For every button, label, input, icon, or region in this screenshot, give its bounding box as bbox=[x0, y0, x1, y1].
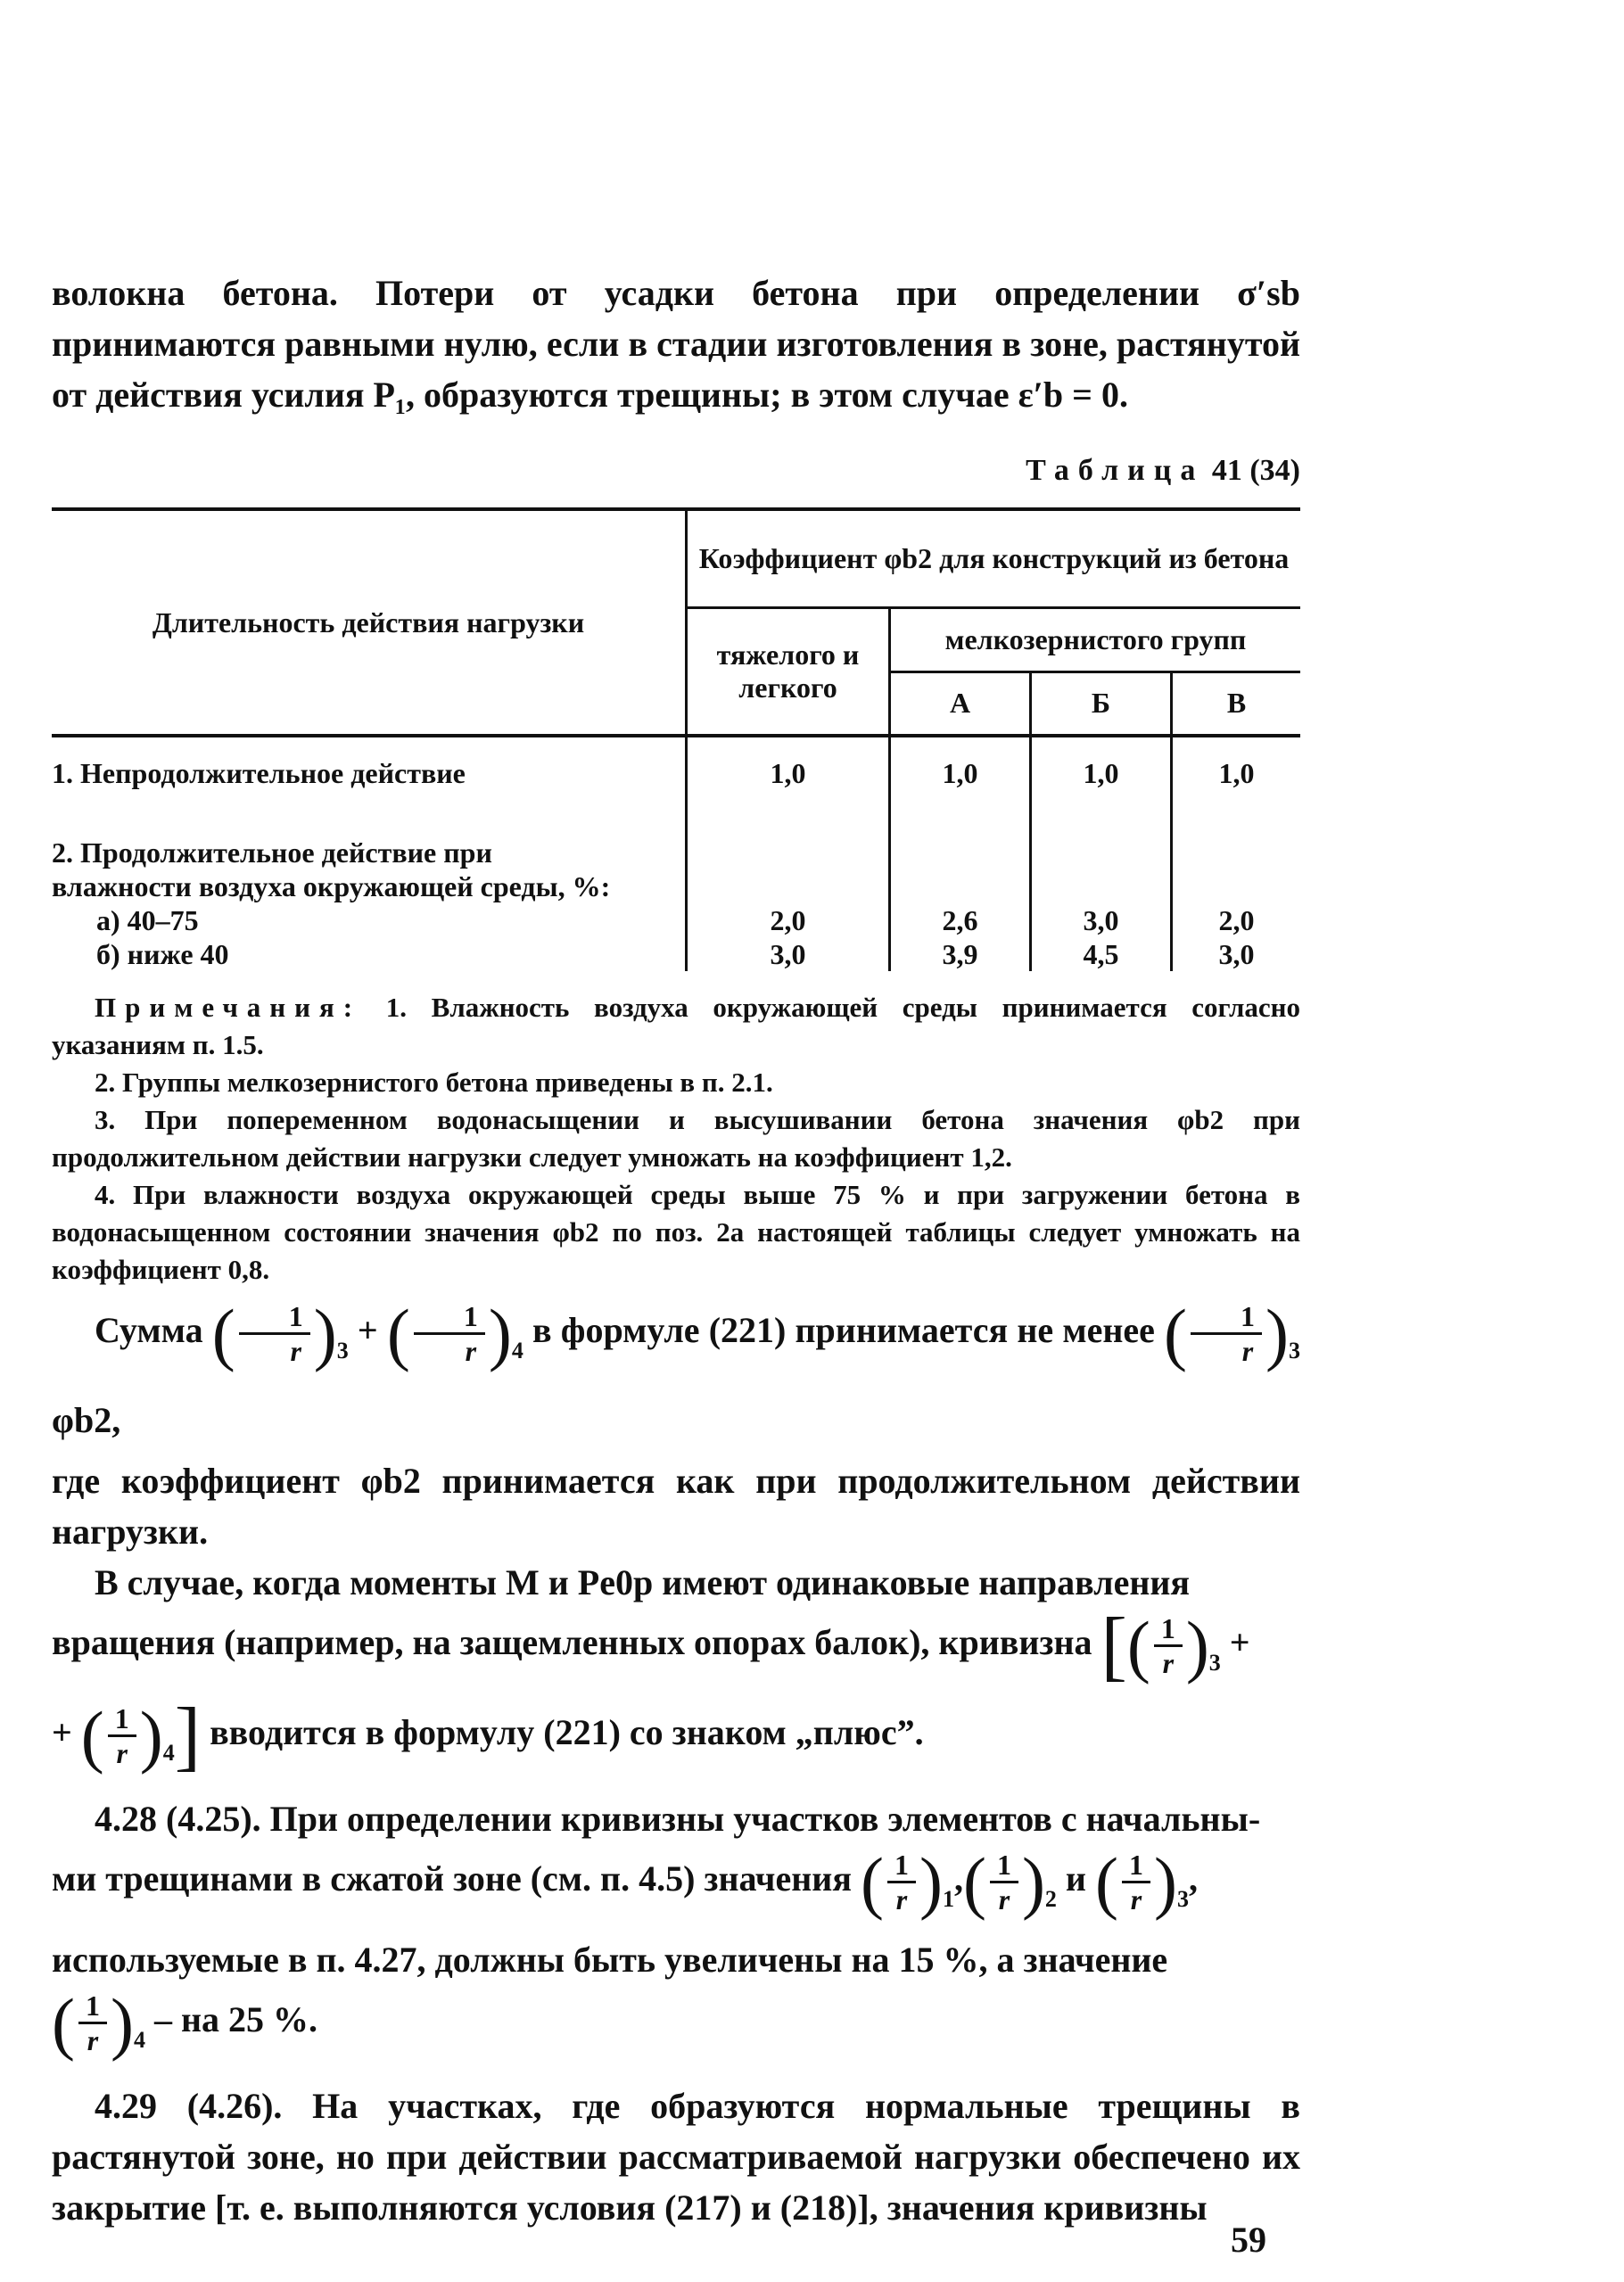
table-cell: 1,0 bbox=[687, 736, 890, 809]
fraction-num: 1 bbox=[108, 1702, 136, 1737]
table-cell bbox=[1172, 809, 1301, 971]
table-cell bbox=[687, 809, 890, 971]
table-header-group-c: В bbox=[1172, 671, 1301, 736]
fraction-1-over-r bbox=[887, 1849, 916, 1915]
section-4-29-paragraph: 4.29 (4.26). На участках, где образуются нормальные трещины в растянутой зоне, но при действии рассматриваемой нагрузки обеспечено их закрытие [т. е. выполняются условия (217) и (218)], значения кривизны bbox=[52, 2086, 1300, 2228]
fraction-num: 1 bbox=[990, 1849, 1018, 1883]
table-cell-value: 3,0 bbox=[1083, 904, 1119, 936]
fraction-den: r bbox=[1162, 1647, 1175, 1680]
table-cell bbox=[1031, 809, 1172, 971]
page-content bbox=[52, 268, 1300, 2233]
note-2: 2. Группы мелкозернистого бетона приведены в п. 2.1. bbox=[95, 1067, 773, 1098]
intro-paragraph: волокна бетона. Потери от усадки бетона при определении σ′sb принимаются равными нулю, если в стадии изготовления в зоне, растянутой от действия усилия P₁, образуются трещины; в этом случае ε′b = 0. bbox=[52, 273, 1300, 415]
fraction-num: 1 bbox=[887, 1849, 916, 1883]
section-4-28-text: ми трещинами в сжатой зоне (см. п. 4.5) значения bbox=[52, 1858, 852, 1899]
fraction-den: r bbox=[1130, 1883, 1142, 1916]
fraction-den: r bbox=[1241, 1335, 1254, 1368]
section-4-28-line-3: используемые в п. 4.27, должны быть увеличены на 15 %, а значение bbox=[52, 1940, 1168, 1980]
table-cell-value: 2,0 bbox=[770, 904, 806, 936]
table-row-2b-label: б) ниже 40 bbox=[96, 938, 229, 970]
paragraph-moments-line-2: вращения (например, на защемленных опорах балок), кривизна [( $\frac{1}{r}$ )$_3$ + bbox=[52, 1602, 1250, 1689]
fraction-1-over-r bbox=[108, 1702, 136, 1769]
fraction-1-over-r bbox=[1154, 1612, 1183, 1679]
table-row-1-label: 1. Непродолжительное действие bbox=[52, 736, 687, 809]
table-row-2-title: 2. Продолжительное действие при влажности воздуха окружающей среды, %: bbox=[52, 836, 611, 902]
note-1: 1. Влажность воздуха окружающей среды принимается согласно указаниям п. 1.5. bbox=[52, 992, 1301, 1060]
fraction-1-over-r bbox=[414, 1300, 485, 1367]
notes-heading: Примечания: bbox=[95, 992, 362, 1023]
moments-end-text: вводится в формулу (221) со знаком „плюс”. bbox=[210, 1712, 924, 1752]
table-notes bbox=[52, 989, 1300, 1289]
section-4-28-line-2: ми трещинами в сжатой зоне (см. п. 4.5) значения ( $\frac{1}{r}$ )$_1$,( $\frac{1}{r}$ )$_2$ и ( $\frac{1}{r}$ )$_3$, bbox=[52, 1842, 1198, 1921]
fraction-den: r bbox=[895, 1883, 908, 1916]
paragraph-moments-line-1: В случае, когда моменты M и Pe0p имеют одинаковые направления bbox=[95, 1562, 1191, 1602]
sum-formula-line: Сумма ( $\frac{1}{r}$ )$_3$ + ( $\frac{1}{r}$ )$_4$ в формуле (221) принимается не менее ( $\frac{1}{r}$ )$_3$ φb2, bbox=[52, 1294, 1301, 1440]
table-cell: 1,0 bbox=[1218, 756, 1255, 789]
note-4: 4. При влажности воздуха окружающей среды выше 75 % и при загружении бетона в водонасыщенном состоянии значения φb2 по поз. 2а настоящей таблицы следует умножать на коэффициент 0,8. bbox=[52, 1179, 1300, 1285]
table-header-group-a: А bbox=[890, 671, 1031, 736]
fraction-num: 1 bbox=[78, 1990, 107, 2024]
sum-middle-text: в формуле (221) принимается не менее bbox=[532, 1310, 1155, 1350]
section-4-28-line-1: 4.28 (4.25). При определении кривизны участков элементов с начальны- bbox=[95, 1799, 1261, 1839]
table-cell-value: 3,0 bbox=[1218, 938, 1255, 970]
fraction-den: r bbox=[116, 1737, 128, 1770]
table-cell-value: 4,5 bbox=[1083, 938, 1119, 970]
table-cell bbox=[890, 809, 1031, 971]
page-number: 59 bbox=[1231, 2220, 1266, 2260]
table-header-group-b: Б bbox=[1031, 671, 1172, 736]
fraction-den: r bbox=[290, 1335, 301, 1368]
paragraph-moments-line-3: + ( $\frac{1}{r}$ )$_4$] вводится в формулу (221) со знаком „плюс”. bbox=[52, 1692, 924, 1779]
table-header-coefficient: Коэффициент φb2 для конструкций из бетона bbox=[687, 509, 1301, 607]
section-4-28-end-text: – на 25 %. bbox=[153, 1999, 318, 2039]
fraction-num: 1 bbox=[414, 1300, 485, 1335]
moments-text: вращения (например, на защемленных опорах балок), кривизна bbox=[52, 1622, 1092, 1662]
table-caption-number: 41 (34) bbox=[1211, 454, 1300, 487]
table-row-2-label bbox=[52, 809, 687, 971]
fraction-den: r bbox=[998, 1883, 1010, 1916]
table-header-fine: мелкозернистого групп bbox=[890, 607, 1301, 671]
table-row-2a-label: а) 40–75 bbox=[96, 904, 199, 936]
fraction-1-over-r bbox=[78, 1990, 107, 2056]
table-cell-value: 2,0 bbox=[1218, 904, 1255, 936]
fraction-num: 1 bbox=[239, 1300, 310, 1335]
fraction-num: 1 bbox=[1191, 1300, 1262, 1335]
fraction-den: r bbox=[465, 1335, 477, 1368]
table-caption-word: Таблица bbox=[1026, 454, 1205, 487]
table-cell: 1,0 bbox=[890, 736, 1031, 809]
table-header-heavy: тяжелого и легкого bbox=[687, 607, 890, 736]
section-4-28-line-4: ( $\frac{1}{r}$ )$_4$ – на 25 %. bbox=[52, 1983, 318, 2062]
fraction-1-over-r bbox=[990, 1849, 1018, 1915]
paragraph-coefficient: где коэффициент φb2 принимается как при продолжительном действии нагрузки. bbox=[52, 1461, 1300, 1552]
note-3: 3. При попеременном водонасыщении и высушивании бетона значения φb2 при продолжительном действии нагрузки следует умножать на коэффициент 1,2. bbox=[52, 1104, 1300, 1173]
table-cell-value: 2,6 bbox=[942, 904, 978, 936]
sum-end-text: φb2, bbox=[52, 1400, 121, 1440]
fraction-den: r bbox=[87, 2024, 99, 2057]
fraction-1-over-r bbox=[1122, 1849, 1150, 1915]
table-caption bbox=[52, 454, 1300, 488]
fraction-1-over-r bbox=[239, 1300, 310, 1367]
fraction-num: 1 bbox=[1154, 1612, 1183, 1647]
table-cell-value: 3,0 bbox=[770, 938, 806, 970]
fraction-1-over-r bbox=[1191, 1300, 1262, 1367]
table-header-duration: Длительность действия нагрузки bbox=[52, 509, 687, 736]
coefficient-table bbox=[52, 507, 1300, 971]
sum-word: Сумма bbox=[95, 1310, 203, 1350]
table-cell: 1,0 bbox=[1031, 736, 1172, 809]
fraction-num: 1 bbox=[1122, 1849, 1150, 1883]
table-cell-value: 3,9 bbox=[942, 938, 978, 970]
